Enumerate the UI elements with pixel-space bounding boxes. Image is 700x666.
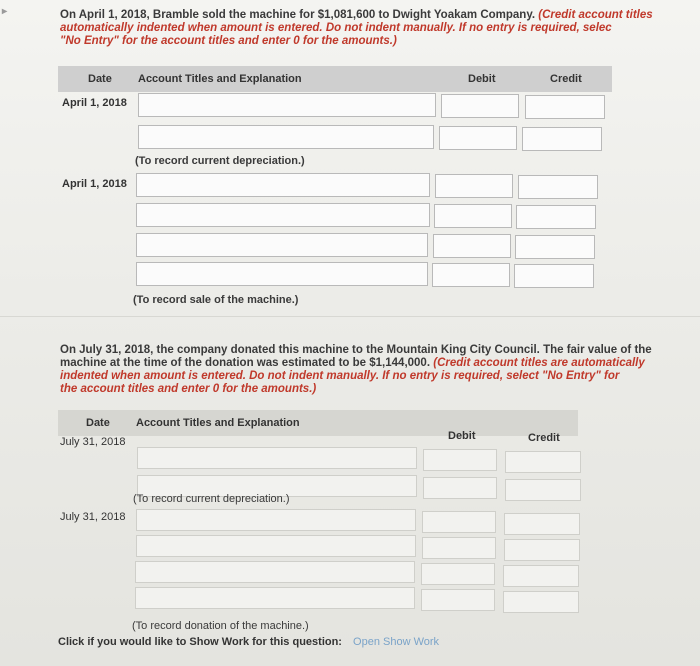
q2-entry1-date: July 31, 2018 <box>60 436 126 448</box>
q1-instruction-line-1 <box>60 9 700 22</box>
q2-entry2-account-field-3[interactable] <box>135 561 415 583</box>
q2-entry2-credit-field-1[interactable] <box>504 513 580 535</box>
q1-entry1-debit-field-2[interactable] <box>439 126 517 150</box>
q1-entry1-account-field-2[interactable] <box>138 125 434 149</box>
q1-entry1-credit-field-2[interactable] <box>522 127 602 151</box>
q1-entry2-credit-field-3[interactable] <box>515 235 595 259</box>
q1-entry2-debit-field-4[interactable] <box>432 263 510 287</box>
q1-entry2-date: April 1, 2018 <box>62 178 127 190</box>
q1-line1-instruction: (Credit account titles <box>538 9 653 21</box>
q2-line1-text: On July 31, 2018, the company donated this machine to the Mountain King City Council. The fair value of the <box>60 344 652 356</box>
q1-header-account: Account Titles and Explanation <box>138 73 302 85</box>
q2-entry2-credit-field-2[interactable] <box>504 539 580 561</box>
q2-entry2-debit-field-2[interactable] <box>422 537 496 559</box>
q1-header-credit: Credit <box>550 73 582 85</box>
q2-header-credit: Credit <box>528 432 560 444</box>
q2-entry2-debit-field-4[interactable] <box>421 589 495 611</box>
q1-entry1-note: (To record current depreciation.) <box>135 155 305 167</box>
q1-table-header <box>58 66 612 92</box>
q2-entry1-debit-field-2[interactable] <box>423 477 497 499</box>
q1-entry1-date: April 1, 2018 <box>62 97 127 109</box>
q1-header-date: Date <box>88 73 112 85</box>
q1-entry1-debit-field-1[interactable] <box>441 94 519 118</box>
q2-entry2-debit-field-1[interactable] <box>422 511 496 533</box>
q2-entry2-debit-field-3[interactable] <box>421 563 495 585</box>
q1-entry2-credit-field-4[interactable] <box>514 264 594 288</box>
q2-header-date: Date <box>86 417 110 429</box>
q1-entry2-account-field-3[interactable] <box>136 233 428 257</box>
q2-instruction-line-4 <box>60 383 700 396</box>
q1-entry2-account-field-1[interactable] <box>136 173 430 197</box>
q2-entry1-credit-field-2[interactable] <box>505 479 581 501</box>
q1-line2-instruction: automatically indented when amount is entered. Do not indent manually. If no entry is required, selec <box>60 22 612 34</box>
q2-header-debit: Debit <box>448 430 476 442</box>
q1-line3-instruction: "No Entry" for the account titles and enter 0 for the amounts.) <box>60 35 397 47</box>
q2-entry1-credit-field-1[interactable] <box>505 451 581 473</box>
q1-entry2-debit-field-2[interactable] <box>434 204 512 228</box>
q2-instruction-line-3 <box>60 370 700 383</box>
q1-entry1-account-field-1[interactable] <box>138 93 436 117</box>
q2-entry1-account-field-1[interactable] <box>137 447 417 469</box>
q1-entry2-note: (To record sale of the machine.) <box>133 294 299 306</box>
q1-instruction-line-3 <box>60 35 700 48</box>
show-work-prompt: Click if you would like to Show Work for this question: <box>58 636 342 648</box>
q2-entry1-debit-field-1[interactable] <box>423 449 497 471</box>
q1-entry2-debit-field-3[interactable] <box>433 234 511 258</box>
q2-line4-instruction: the account titles and enter 0 for the amounts.) <box>60 383 317 395</box>
open-show-work-link[interactable]: Open Show Work <box>353 636 440 648</box>
q1-entry2-account-field-2[interactable] <box>136 203 430 227</box>
question-marker-icon: ▸ <box>2 6 8 17</box>
q2-entry2-date: July 31, 2018 <box>60 511 126 523</box>
q2-entry2-account-field-1[interactable] <box>136 509 416 531</box>
q1-header-debit: Debit <box>468 73 496 85</box>
q2-entry2-note: (To record donation of the machine.) <box>132 620 309 632</box>
q2-entry1-note: (To record current depreciation.) <box>133 493 290 505</box>
q1-entry2-debit-field-1[interactable] <box>435 174 513 198</box>
q2-entry2-account-field-2[interactable] <box>136 535 416 557</box>
show-work-row <box>58 636 439 648</box>
q1-entry2-credit-field-1[interactable] <box>518 175 598 199</box>
q2-header-account: Account Titles and Explanation <box>136 417 300 429</box>
q2-line3-instruction: indented when amount is entered. Do not indent manually. If no entry is required, select "No Entry" for <box>60 370 620 382</box>
q2-entry2-credit-field-3[interactable] <box>503 565 579 587</box>
q2-entry2-account-field-4[interactable] <box>135 587 415 609</box>
q1-entry2-credit-field-2[interactable] <box>516 205 596 229</box>
q2-line2-instruction: (Credit account titles are automatically <box>433 357 645 369</box>
q1-entry2-account-field-4[interactable] <box>136 262 428 286</box>
section-divider <box>0 316 700 317</box>
q2-line2-text: machine at the time of the donation was estimated to be $1,144,000. <box>60 357 431 369</box>
q2-instruction-line-2 <box>60 357 700 370</box>
q1-instruction-line-2 <box>60 22 700 35</box>
q1-line1-text: On April 1, 2018, Bramble sold the machine for $1,081,600 to Dwight Yoakam Company. <box>60 9 536 21</box>
q1-entry1-credit-field-1[interactable] <box>525 95 605 119</box>
q2-entry2-credit-field-4[interactable] <box>503 591 579 613</box>
q2-instruction-line-1 <box>60 344 700 357</box>
